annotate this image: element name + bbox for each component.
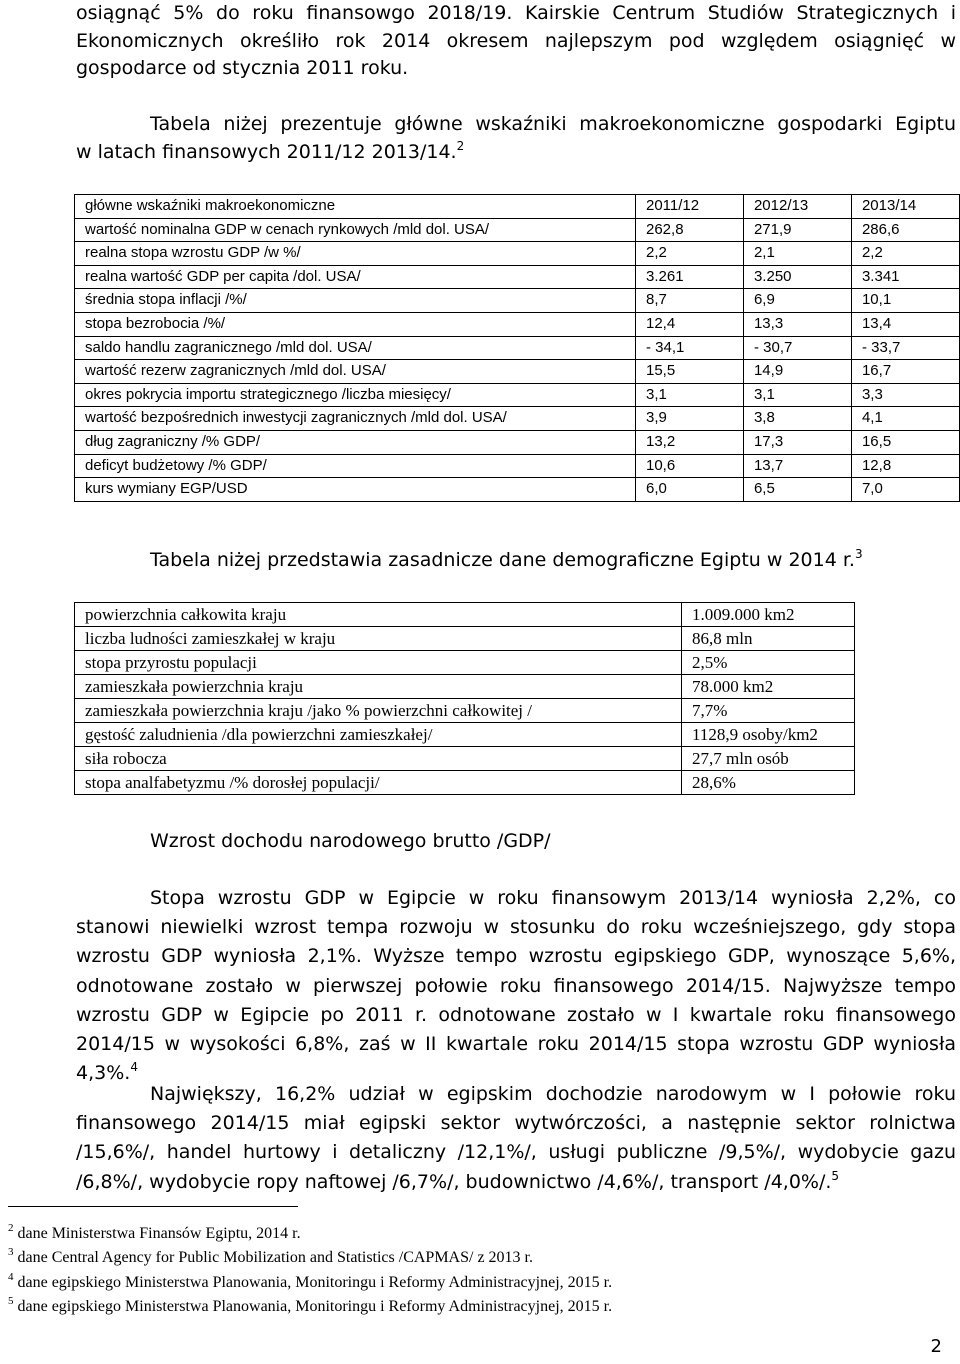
table-row xyxy=(75,627,855,651)
value-cell: 2,1 xyxy=(743,242,851,266)
value-cell: 3,3 xyxy=(851,383,959,407)
demographic-value-cell: 86,8 mln xyxy=(682,627,855,651)
indicator-cell: główne wskaźniki makroekonomiczne xyxy=(75,195,636,219)
value-cell: 13,7 xyxy=(743,454,851,478)
para-line: Stopa wzrostu GDP w Egipcie w roku finansowym 2013/14 wyniosła 2,2%, co xyxy=(150,887,956,909)
value-cell: 6,9 xyxy=(743,289,851,313)
intro-line: gospodarce od stycznia 2011 roku. xyxy=(76,57,409,79)
gdp-paragraph-2 xyxy=(76,1080,956,1197)
value-cell: 286,6 xyxy=(851,218,959,242)
footnote-ref: 2 xyxy=(456,138,465,153)
value-cell: 17,3 xyxy=(743,430,851,454)
footnote xyxy=(8,1248,533,1268)
indicator-cell: saldo handlu zagranicznego /mld dol. USA/ xyxy=(75,336,636,360)
footnote-ref: 5 xyxy=(831,1168,840,1183)
table-row xyxy=(75,651,855,675)
value-cell: - 30,7 xyxy=(743,336,851,360)
value-cell: 8,7 xyxy=(636,289,744,313)
indicator-cell: kurs wymiany EGP/USD xyxy=(75,478,636,502)
table-row xyxy=(75,265,960,289)
footnote xyxy=(8,1297,612,1317)
value-cell: 262,8 xyxy=(636,218,744,242)
demographics-table xyxy=(74,602,855,795)
value-cell: 2012/13 xyxy=(743,195,851,219)
demographic-value-cell: 27,7 mln osób xyxy=(682,747,855,771)
para-line: finansowego 2014/15 miał egipski sektor wytwórczości, a następnie sektor rolnictwa xyxy=(76,1112,956,1135)
footnote-number: 4 xyxy=(8,1271,14,1283)
value-cell: 6,0 xyxy=(636,478,744,502)
demographic-value-cell: 2,5% xyxy=(682,651,855,675)
value-cell: 2013/14 xyxy=(851,195,959,219)
table-row xyxy=(75,723,855,747)
footnote-separator xyxy=(8,1206,298,1207)
value-cell: 271,9 xyxy=(743,218,851,242)
value-cell: 6,5 xyxy=(743,478,851,502)
value-cell: 13,2 xyxy=(636,430,744,454)
section-heading-text: Wzrost dochodu narodowego brutto /GDP/ xyxy=(150,830,551,852)
table2-intro xyxy=(150,547,930,575)
table-row xyxy=(75,242,960,266)
demographic-label-cell: zamieszkała powierzchnia kraju xyxy=(75,675,682,699)
indicator-cell: realna stopa wzrostu GDP /w %/ xyxy=(75,242,636,266)
footnote-number: 2 xyxy=(8,1222,14,1234)
demographic-label-cell: stopa analfabetyzmu /% dorosłej populacji/ xyxy=(75,771,682,795)
table-row xyxy=(75,675,855,699)
para-line: /15,6%/, handel hurtowy i detaliczny /12,1%/, usługi publiczne /9,5%/, wydobycie gazu xyxy=(76,1141,956,1164)
table-row xyxy=(75,336,960,360)
indicator-cell: deficyt budżetowy /% GDP/ xyxy=(75,454,636,478)
table-row xyxy=(75,699,855,723)
value-cell: 2,2 xyxy=(851,242,959,266)
para-last-text: /6,8%/, wydobycie ropy naftowej /6,7%/, budownictwo /4,6%/, transport /4,0%/. xyxy=(76,1170,832,1193)
table-row xyxy=(75,478,960,502)
macro-indicators-table xyxy=(74,194,960,502)
value-cell: - 33,7 xyxy=(851,336,959,360)
value-cell: 12,4 xyxy=(636,312,744,336)
intro-line: Ekonomicznych określiło rok 2014 okresem najlepszym pod względem osiągnięć w xyxy=(76,29,956,52)
section-heading xyxy=(150,828,960,856)
table-row xyxy=(75,603,855,627)
value-cell: 3,1 xyxy=(636,383,744,407)
footnote-ref: 4 xyxy=(130,1060,138,1075)
demographic-label-cell: stopa przyrostu populacji xyxy=(75,651,682,675)
value-cell: 7,0 xyxy=(851,478,959,502)
table1-intro-text: w latach finansowych 2011/12 2013/14. xyxy=(76,140,457,163)
para-line: odnotowane zostało w pierwszej połowie roku finansowego 2014/15. Najwyższe tempo xyxy=(76,974,956,997)
footnote-text: dane egipskiego Ministerstwa Planowania, Monitoringu i Reformy Administracyjnej, 2015 r. xyxy=(17,1298,613,1315)
intro-line: osiągnąć 5% do roku finansowgo 2018/19. Kairskie Centrum Studiów Strategicznych i xyxy=(76,2,956,24)
para-line xyxy=(76,1168,956,1197)
value-cell: 12,8 xyxy=(851,454,959,478)
value-cell: 3.250 xyxy=(743,265,851,289)
demographic-value-cell: 78.000 km2 xyxy=(682,675,855,699)
value-cell: - 34,1 xyxy=(636,336,744,360)
table-row xyxy=(75,407,960,431)
para-line: wzrostu GDP wyniosła 2,1%. Wyższe tempo wzrostu egipskiego GDP, wynoszące 5,6%, xyxy=(76,945,956,968)
demographic-value-cell: 28,6% xyxy=(682,771,855,795)
value-cell: 14,9 xyxy=(743,360,851,384)
table-row xyxy=(75,360,960,384)
table2-intro-text: Tabela niżej przedstawia zasadnicze dane demograficzne Egiptu w 2014 r. xyxy=(150,549,855,571)
demographic-label-cell: zamieszkała powierzchnia kraju /jako % powierzchni całkowitej / xyxy=(75,699,682,723)
table1-intro-line xyxy=(76,139,956,167)
footnote-ref: 3 xyxy=(854,547,863,561)
footnote xyxy=(8,1273,612,1293)
table-row xyxy=(75,430,960,454)
indicator-cell: wartość bezpośrednich inwestycji zagranicznych /mld dol. USA/ xyxy=(75,407,636,431)
table1-intro xyxy=(76,111,956,166)
footnote-text: dane egipskiego Ministerstwa Planowania, Monitoringu i Reformy Administracyjnej, 2015 r. xyxy=(17,1274,613,1291)
intro-paragraph xyxy=(76,0,956,83)
footnote-number: 3 xyxy=(8,1246,14,1258)
value-cell: 3,1 xyxy=(743,383,851,407)
value-cell: 3,8 xyxy=(743,407,851,431)
indicator-cell: okres pokrycia importu strategicznego /liczba miesięcy/ xyxy=(75,383,636,407)
footnote-number: 5 xyxy=(8,1295,14,1307)
value-cell: 13,3 xyxy=(743,312,851,336)
value-cell: 3.261 xyxy=(636,265,744,289)
table-row xyxy=(75,383,960,407)
footnote xyxy=(8,1224,301,1244)
value-cell: 2,2 xyxy=(636,242,744,266)
demographic-label-cell: powierzchnia całkowita kraju xyxy=(75,603,682,627)
value-cell: 4,1 xyxy=(851,407,959,431)
demographic-label-cell: gęstość zaludnienia /dla powierzchni zamieszkałej/ xyxy=(75,723,682,747)
demographic-value-cell: 1.009.000 km2 xyxy=(682,603,855,627)
para-line: stanowi niewielki wzrost tempa rozwoju w stosunku do roku wcześniejszego, gdy stopa xyxy=(76,916,956,939)
footnote-text: dane Central Agency for Public Mobilization and Statistics /CAPMAS/ z 2013 r. xyxy=(17,1249,533,1266)
page-number: 2 xyxy=(930,1336,942,1357)
value-cell: 15,5 xyxy=(636,360,744,384)
para-last-text: 4,3%. xyxy=(76,1062,131,1085)
table-header-row xyxy=(75,195,960,219)
demographic-label-cell: liczba ludności zamieszkałej w kraju xyxy=(75,627,682,651)
value-cell: 13,4 xyxy=(851,312,959,336)
demographic-value-cell: 1128,9 osoby/km2 xyxy=(682,723,855,747)
table-row xyxy=(75,747,855,771)
value-cell: 3.341 xyxy=(851,265,959,289)
indicator-cell: wartość rezerw zagranicznych /mld dol. USA/ xyxy=(75,360,636,384)
para-line: Największy, 16,2% udział w egipskim dochodzie narodowym w I połowie roku xyxy=(150,1083,956,1105)
indicator-cell: wartość nominalna GDP w cenach rynkowych /mld dol. USA/ xyxy=(75,218,636,242)
gdp-paragraph-1 xyxy=(76,884,956,1088)
para-line: wzrostu GDP w Egipcie po 2011 r. odnotowane zostało w I kwartale roku finansowego xyxy=(76,1003,956,1026)
para-line: 2014/15 w wysokości 6,8%, zaś w II kwartale roku 2014/15 stopa wzrostu GDP wyniosła xyxy=(76,1033,956,1056)
table-row xyxy=(75,218,960,242)
table1-intro-line: Tabela niżej prezentuje główne wskaźniki makroekonomiczne gospodarki Egiptu xyxy=(150,113,956,135)
indicator-cell: stopa bezrobocia /%/ xyxy=(75,312,636,336)
indicator-cell: realna wartość GDP per capita /dol. USA/ xyxy=(75,265,636,289)
value-cell: 16,7 xyxy=(851,360,959,384)
table-row xyxy=(75,289,960,313)
footnote-text: dane Ministerstwa Finansów Egiptu, 2014 r. xyxy=(17,1225,301,1242)
value-cell: 10,1 xyxy=(851,289,959,313)
value-cell: 3,9 xyxy=(636,407,744,431)
demographic-value-cell: 7,7% xyxy=(682,699,855,723)
demographic-label-cell: siła robocza xyxy=(75,747,682,771)
value-cell: 10,6 xyxy=(636,454,744,478)
value-cell: 16,5 xyxy=(851,430,959,454)
table-row xyxy=(75,312,960,336)
value-cell: 2011/12 xyxy=(636,195,744,219)
indicator-cell: średnia stopa inflacji /%/ xyxy=(75,289,636,313)
table-row xyxy=(75,454,960,478)
indicator-cell: dług zagraniczny /% GDP/ xyxy=(75,430,636,454)
table-row xyxy=(75,771,855,795)
